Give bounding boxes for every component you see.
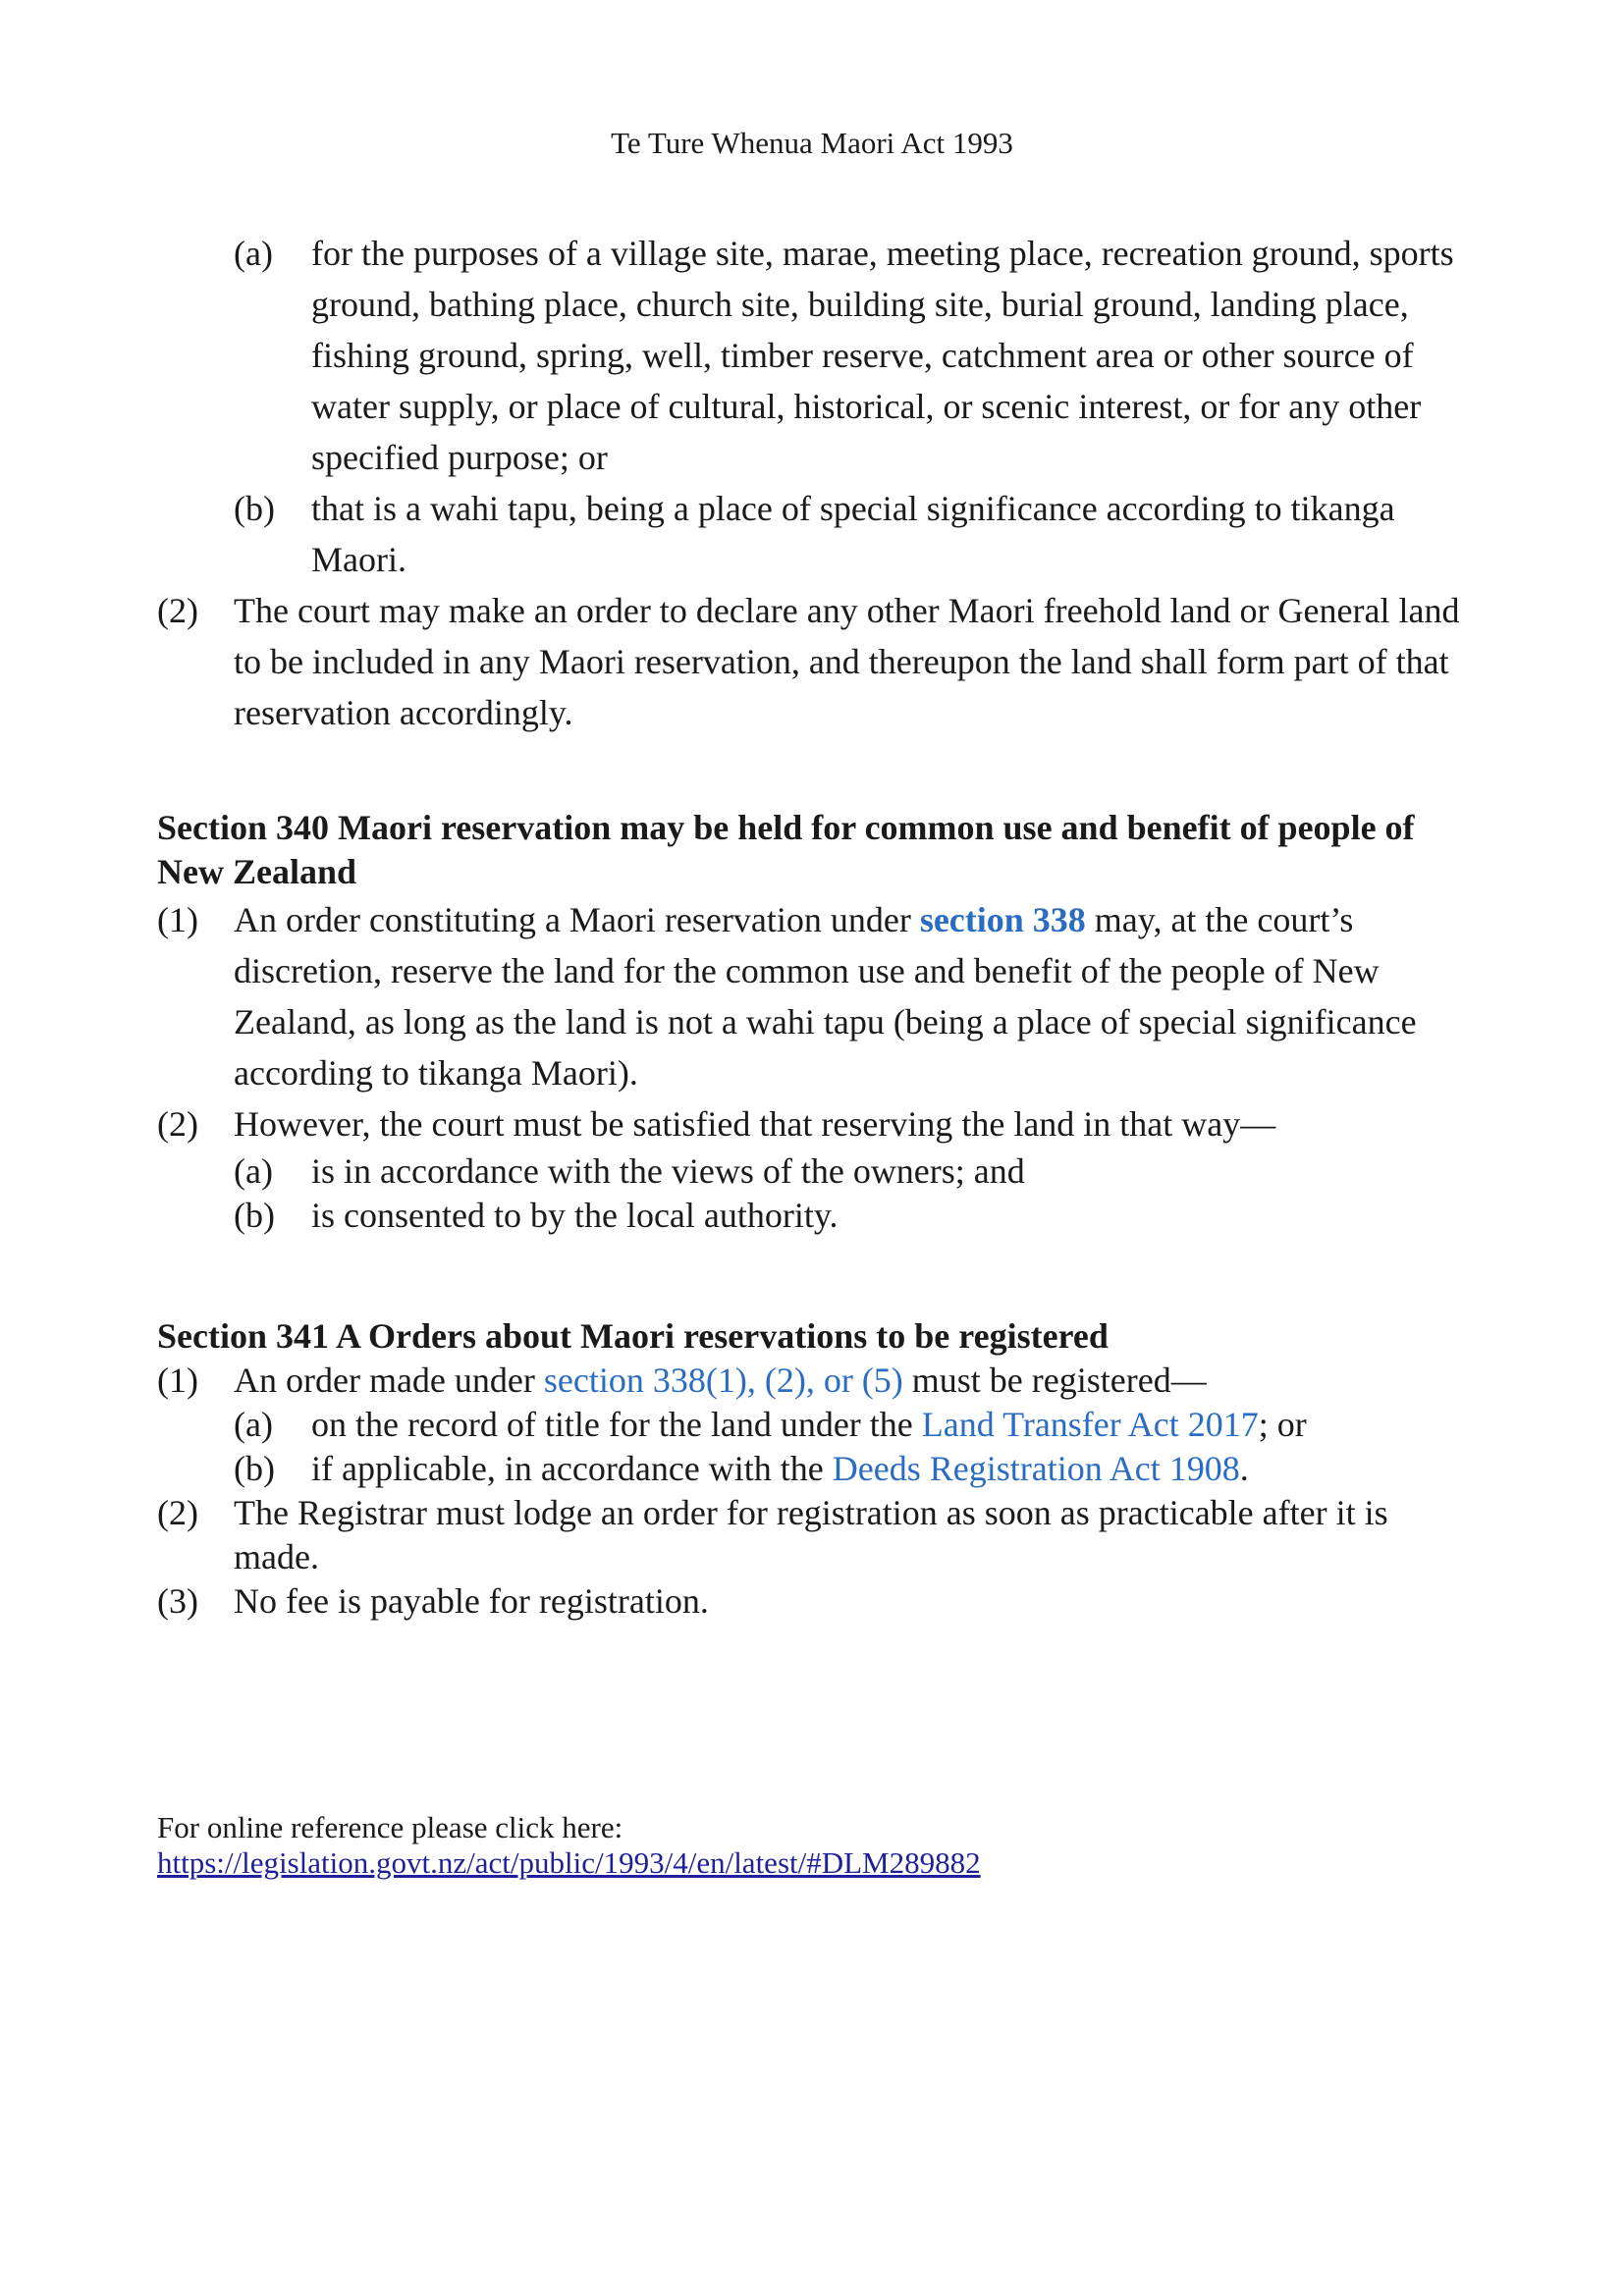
item-label: (2) <box>157 1104 198 1144</box>
item-text: that is a wahi tapu, being a place of special significance according to tikanga Maori. <box>311 489 1395 579</box>
item-label: (a) <box>234 234 273 273</box>
reference-label: For online reference please click here: <box>157 1810 623 1844</box>
item-text-post: . <box>1239 1449 1249 1488</box>
list-item <box>157 1403 1473 1447</box>
item-label: (b) <box>234 1449 275 1488</box>
item-label: (2) <box>157 591 198 630</box>
item-label: (b) <box>234 1196 275 1235</box>
item-text: is in accordance with the views of the owners; and <box>311 1151 1025 1191</box>
item-text-pre: if applicable, in accordance with the <box>311 1449 833 1488</box>
item-text: The Registrar must lodge an order for registration as soon as practicable after it is made. <box>234 1493 1388 1576</box>
land-transfer-act-link[interactable]: Land Transfer Act 2017 <box>921 1405 1259 1444</box>
item-text-post: ; or <box>1258 1405 1307 1444</box>
section-338-link[interactable]: section 338 <box>919 900 1086 939</box>
list-item <box>157 483 1473 585</box>
item-text-post: must be registered— <box>902 1361 1207 1400</box>
section-340 <box>157 806 1473 1238</box>
section-heading: Section 340 Maori reservation may be held for common use and benefit of people of New Zealand <box>157 808 1415 891</box>
item-text-post: may, at the court’s discretion, reserve the land for the common use and benefit of the people of New Zealand, as long as the land is not a wahi tapu (being a place of special significance according to tikanga Maori). <box>234 900 1417 1093</box>
list-item <box>157 1194 1473 1238</box>
item-label: (b) <box>234 489 275 528</box>
item-label: (3) <box>157 1581 198 1621</box>
list-item <box>157 1579 1473 1624</box>
page-header: Te Ture Whenua Maori Act 1993 <box>611 126 1013 160</box>
item-text: No fee is payable for registration. <box>234 1581 709 1621</box>
list-item <box>157 1098 1473 1149</box>
deeds-registration-act-link[interactable]: Deeds Registration Act 1908 <box>832 1449 1240 1488</box>
list-item <box>157 1447 1473 1491</box>
item-text-pre: An order constituting a Maori reservation under <box>234 900 920 939</box>
item-label: (2) <box>157 1493 198 1532</box>
reference-url-link[interactable]: https://legislation.govt.nz/act/public/1993/4/en/latest/#DLM289882 <box>157 1845 981 1880</box>
list-item <box>157 1491 1473 1579</box>
list-item <box>157 1359 1473 1403</box>
online-reference <box>157 1810 1473 1881</box>
item-label: (a) <box>234 1151 273 1191</box>
section-338-subsections-link[interactable]: section 338(1), (2), or (5) <box>543 1361 903 1400</box>
list-item <box>157 894 1473 1098</box>
item-text-pre: An order made under <box>234 1361 544 1400</box>
section-heading: Section 341 A Orders about Maori reservations to be registered <box>157 1316 1109 1356</box>
section-339-continuation <box>157 228 1473 738</box>
item-text: However, the court must be satisfied that reserving the land in that way— <box>234 1104 1276 1144</box>
item-text: is consented to by the local authority. <box>311 1196 839 1235</box>
item-label: (1) <box>157 1361 198 1400</box>
list-item <box>157 228 1473 483</box>
list-item <box>157 1149 1473 1194</box>
section-341a <box>157 1314 1473 1624</box>
item-text-pre: on the record of title for the land under the <box>311 1405 922 1444</box>
document-body <box>157 228 1473 1881</box>
item-text: for the purposes of a village site, marae, meeting place, recreation ground, sports ground, bathing place, church site, building site, burial ground, landing place, fishing ground, spring, well, timber reserve, catchment area or other source of water supply, or place of cultural, historical, or scenic interest, or for any other specified purpose; or <box>311 234 1454 477</box>
item-text: The court may make an order to declare any other Maori freehold land or General land to be included in any Maori reservation, and thereupon the land shall form part of that reservation accordingly. <box>234 591 1460 732</box>
item-label: (1) <box>157 900 198 939</box>
item-label: (a) <box>234 1405 273 1444</box>
list-item <box>157 585 1473 738</box>
